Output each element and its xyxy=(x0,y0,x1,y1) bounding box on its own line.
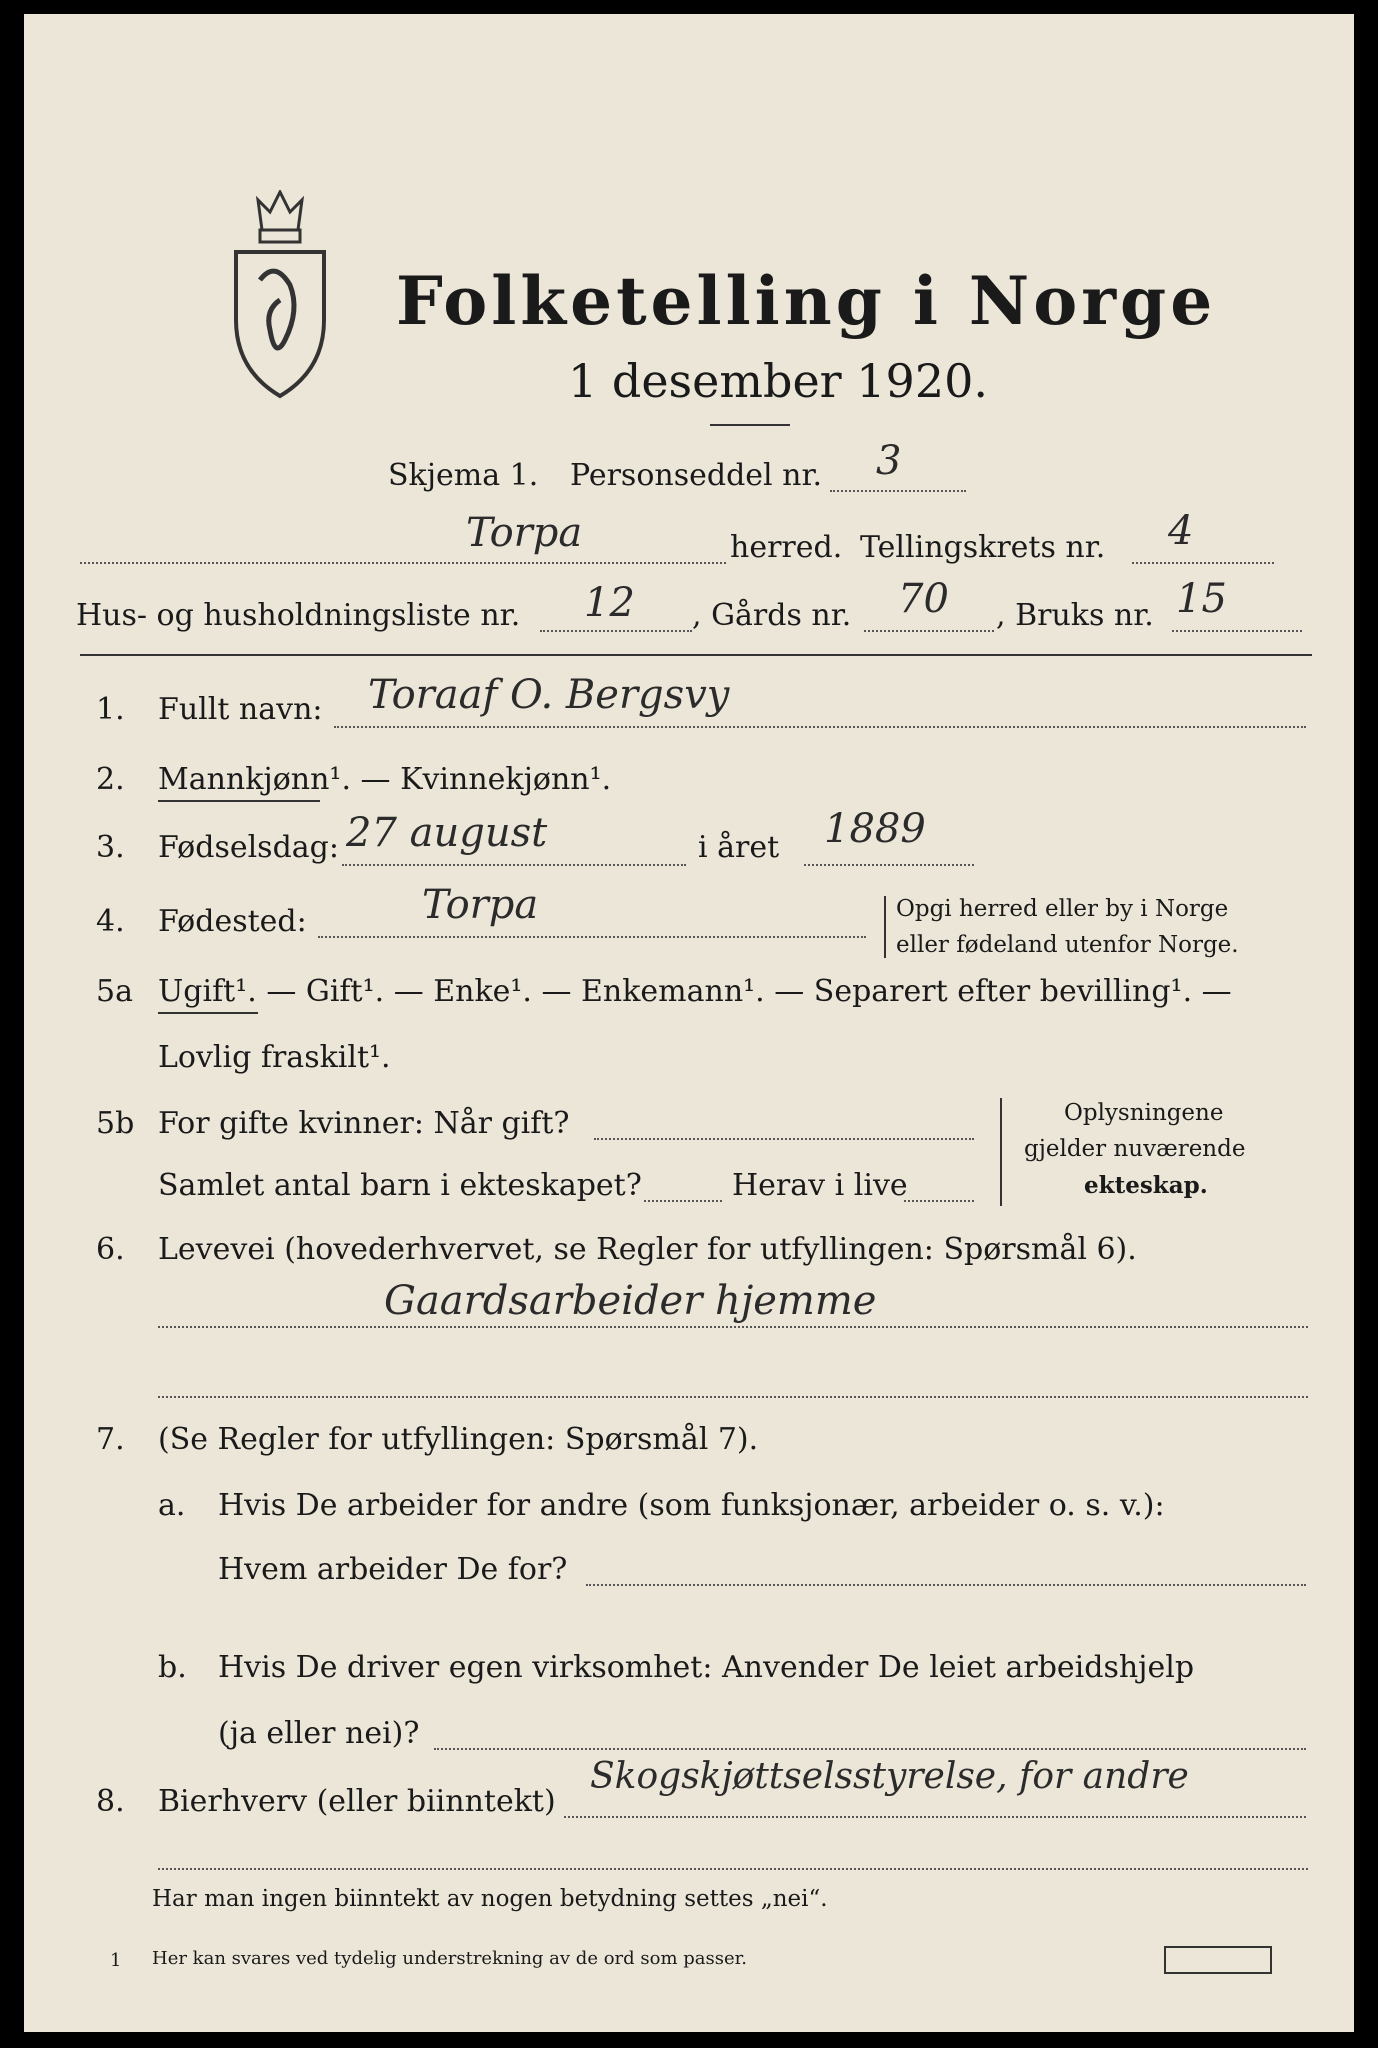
q4-birthplace-value[interactable]: Torpa xyxy=(422,882,539,928)
q3-year-value[interactable]: 1889 xyxy=(824,806,926,852)
q6-number: 6. xyxy=(96,1232,125,1267)
personseddel-label: Personseddel nr. xyxy=(570,458,823,493)
q4-line xyxy=(318,936,866,938)
q5a-ugift-underline xyxy=(158,1012,258,1014)
q5b-children-line xyxy=(644,1200,722,1202)
q7a-employer-line xyxy=(586,1584,1306,1586)
q1-full-name-value[interactable]: Toraaf O. Bergsvy xyxy=(368,672,730,718)
q8-number: 8. xyxy=(96,1784,125,1819)
q1-number: 1. xyxy=(96,692,125,727)
q8-label: Bierhverv (eller biinntekt) xyxy=(158,1784,556,1819)
q5b-married-label: For gifte kvinner: Når gift? xyxy=(158,1106,570,1141)
gards-label: , Gårds nr. xyxy=(692,598,852,633)
printer-stamp-icon xyxy=(1164,1946,1272,1974)
q5a-civil-status-options: Ugift¹. — Gift¹. — Enke¹. — Enkemann¹. — Separert efter bevilling¹. — xyxy=(158,974,1232,1009)
q6-line1 xyxy=(158,1326,1308,1328)
herred-value[interactable]: Torpa xyxy=(466,510,583,556)
gards-line xyxy=(864,630,994,632)
q7a-letter: a. xyxy=(158,1488,186,1523)
q7a-employer-label: Hvem arbeider De for? xyxy=(218,1552,568,1587)
footnote-text: Her kan svares ved tydelig understrekning av de ord som passer. xyxy=(152,1948,747,1969)
q2-gender-options: Mannkjønn¹. — Kvinnekjønn¹. xyxy=(158,762,612,797)
q7a-line1: Hvis De arbeider for andre (som funksjonær, arbeider o. s. v.): xyxy=(218,1488,1165,1523)
q7b-line xyxy=(434,1748,1306,1750)
census-form-page xyxy=(24,14,1354,2032)
q4-note-line1: Opgi herred eller by i Norge xyxy=(896,896,1229,922)
q3-year-line xyxy=(804,864,974,866)
q5b-married-line xyxy=(594,1138,974,1140)
husholdningsliste-line xyxy=(540,630,692,632)
tellingskrets-line xyxy=(1132,562,1274,564)
q5a-civil-status-options-line2: Lovlig fraskilt¹. xyxy=(158,1040,391,1075)
q2-mannkjonn-underline xyxy=(158,800,320,802)
q3-year-label: i året xyxy=(698,830,780,865)
q4-note-line2: eller fødeland utenfor Norge. xyxy=(896,932,1239,958)
q6-occupation-value[interactable]: Gaardsarbeider hjemme xyxy=(384,1278,877,1324)
husholdningsliste-value[interactable]: 12 xyxy=(584,580,635,626)
husholdningsliste-label: Hus- og husholdningsliste nr. xyxy=(76,598,521,633)
tellingskrets-value[interactable]: 4 xyxy=(1168,508,1194,554)
q7-label: (Se Regler for utfyllingen: Spørsmål 7). xyxy=(158,1422,759,1457)
q4-number: 4. xyxy=(96,904,125,939)
form-title: Folketelling i Norge xyxy=(396,262,1217,340)
q3-day-line xyxy=(342,864,686,866)
herred-label: herred. xyxy=(730,530,843,565)
q3-number: 3. xyxy=(96,830,125,865)
q8-side-income-value[interactable]: Skogskjøttselsstyrelse, for andre xyxy=(590,1756,1189,1797)
bruks-label: , Bruks nr. xyxy=(996,598,1154,633)
q5b-alive-label: Herav i live xyxy=(732,1168,908,1203)
q2-number: 2. xyxy=(96,762,125,797)
q5b-alive-line xyxy=(904,1200,974,1202)
q5b-note-brace xyxy=(1000,1098,1002,1206)
q6-line2 xyxy=(158,1396,1308,1398)
q5b-note-line1: Oplysningene xyxy=(1064,1100,1224,1126)
q7b-letter: b. xyxy=(158,1650,187,1685)
q5b-note-line2: gjelder nuværende xyxy=(1024,1136,1246,1162)
gards-value[interactable]: 70 xyxy=(898,576,949,622)
header-divider xyxy=(80,654,1312,656)
q4-note-brace xyxy=(884,896,886,958)
no-income-note: Har man ingen biinntekt av nogen betydning settes „nei“. xyxy=(152,1886,828,1912)
q7-number: 7. xyxy=(96,1422,125,1457)
title-divider xyxy=(710,424,790,426)
q5a-number: 5a xyxy=(96,974,133,1009)
q6-label: Levevei (hovederhvervet, se Regler for utfyllingen: Spørsmål 6). xyxy=(158,1232,1137,1267)
q3-label: Fødselsdag: xyxy=(158,830,339,865)
skjema-label: Skjema 1. xyxy=(388,458,539,493)
tellingskrets-label: Tellingskrets nr. xyxy=(860,530,1106,565)
bruks-line xyxy=(1172,630,1302,632)
q3-birthday-value[interactable]: 27 august xyxy=(346,810,548,856)
footnote-mark: 1 xyxy=(110,1950,122,1971)
q1-line xyxy=(334,726,1306,728)
personseddel-line xyxy=(830,490,966,492)
bruks-value[interactable]: 15 xyxy=(1176,576,1227,622)
q8-line xyxy=(564,1816,1306,1818)
q4-label: Fødested: xyxy=(158,904,307,939)
q7b-hired-help-label: (ja eller nei)? xyxy=(218,1716,420,1751)
q7b-line1: Hvis De driver egen virksomhet: Anvender De leiet arbeidshjelp xyxy=(218,1650,1195,1685)
q5b-number: 5b xyxy=(96,1106,135,1141)
q5b-children-label: Samlet antal barn i ekteskapet? xyxy=(158,1168,642,1203)
census-date: 1 desember 1920. xyxy=(568,354,988,408)
q1-label: Fullt navn: xyxy=(158,692,323,727)
norwegian-coat-of-arms-icon xyxy=(230,190,330,400)
herred-line xyxy=(80,562,726,564)
q5b-note-line3: ekteskap. xyxy=(1084,1172,1208,1199)
q8-line2 xyxy=(158,1868,1308,1870)
personseddel-value[interactable]: 3 xyxy=(876,438,902,484)
